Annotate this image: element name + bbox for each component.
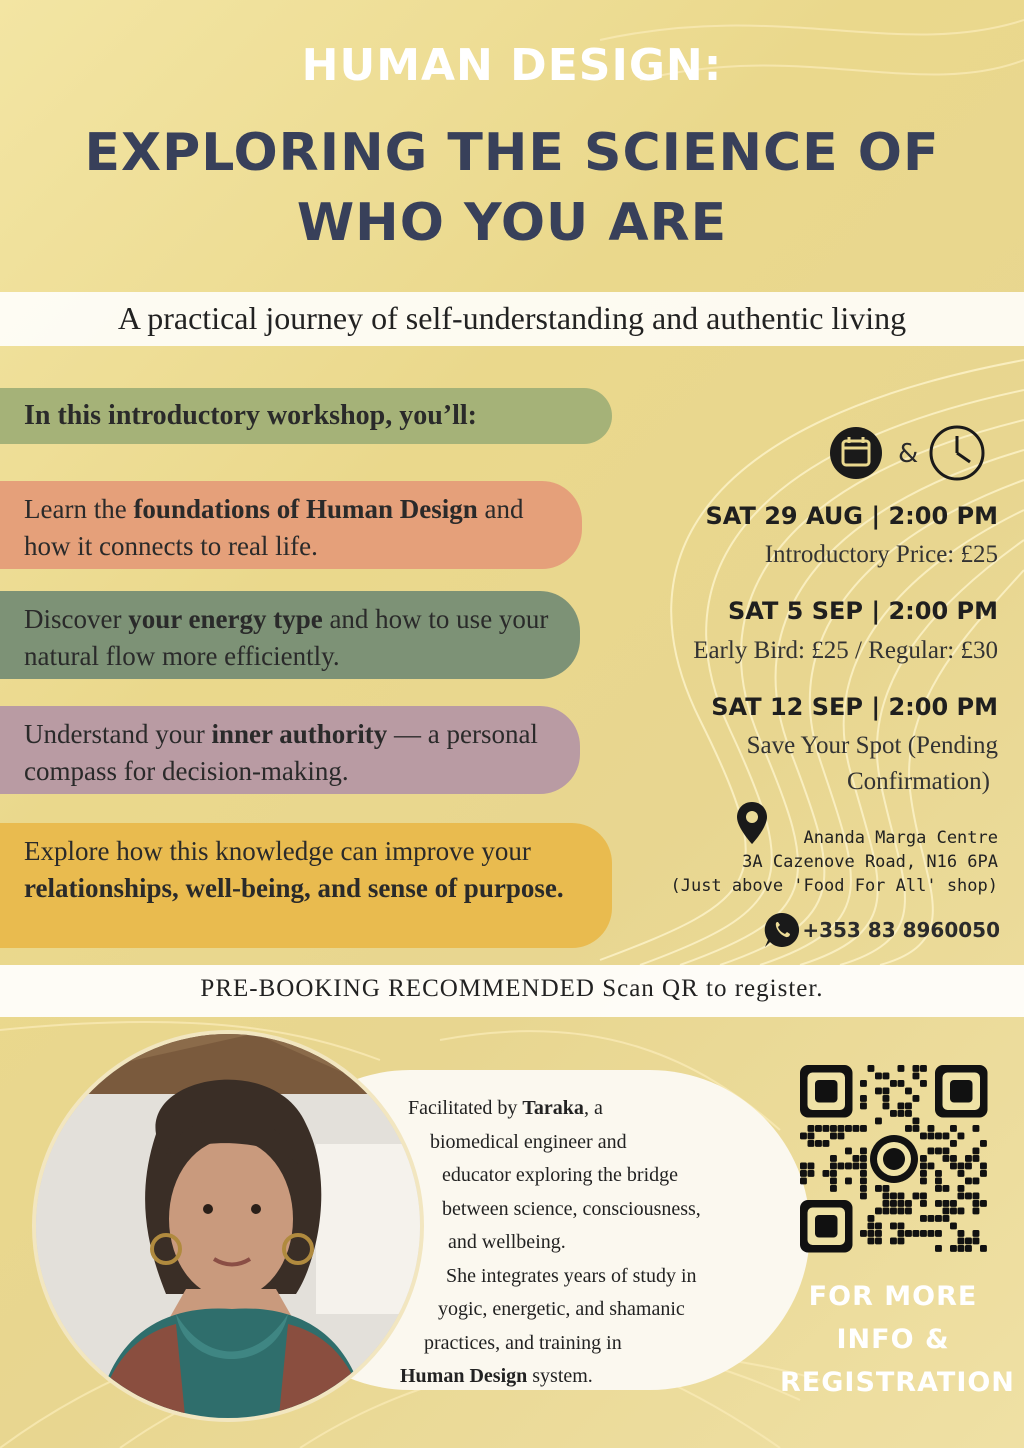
facilitator-photo: [32, 1030, 424, 1422]
phone-number[interactable]: +353 83 8960050: [802, 918, 1000, 942]
item-highlight: foundations of Human Design: [133, 494, 478, 524]
cta-line-3: REGISTRATION: [780, 1367, 1015, 1398]
item-text: — a personal compass for decision-making.: [24, 719, 538, 786]
address-line-street: 3A Cazenove Road, N16 6PA: [742, 852, 998, 872]
bio-line: and wellbeing.: [448, 1231, 566, 1253]
title-main: [0, 118, 1024, 258]
item-text: Discover: [24, 604, 129, 634]
title-line-3: WHO YOU ARE: [296, 193, 728, 253]
subtitle: A practical journey of self-understanding and authentic living: [117, 300, 907, 336]
item-text: and how to use your natural flow more efficiently.: [24, 604, 549, 671]
workshop-item-inner-authority: [0, 706, 580, 794]
qr-code[interactable]: [800, 1065, 988, 1253]
bio-line: between science, consciousness,: [442, 1197, 701, 1220]
session-3-date: SAT 12 SEP | 2:00 PM: [711, 693, 998, 721]
workshop-item-relationships: [0, 823, 612, 948]
bio-line: Human Design system.: [400, 1365, 593, 1387]
title-line-2: EXPLORING THE SCIENCE OF: [84, 123, 940, 183]
cta-line-1: FOR MORE: [808, 1281, 978, 1312]
bio-line: biomedical engineer and: [430, 1130, 627, 1153]
booking-note: PRE-BOOKING RECOMMENDED Scan QR to register.: [200, 975, 824, 1002]
cta-line-2: INFO &: [836, 1324, 950, 1355]
facilitator-name: Taraka: [522, 1097, 584, 1119]
item-highlight: inner authority: [211, 719, 388, 749]
session-3-note-line-2: Confirmation): [846, 768, 990, 795]
bio-line: yogic, energetic, and shamanic: [438, 1298, 685, 1320]
address-line-venue: Ananda Marga Centre: [803, 828, 998, 848]
bio-line: practices, and training in: [424, 1331, 622, 1354]
calendar-icon: [828, 425, 884, 481]
facilitator-portrait-illustration: [36, 1034, 424, 1422]
item-text: Understand your: [24, 719, 212, 749]
address-block: [670, 826, 998, 898]
address-line-note: (Just above 'Food For All' shop): [670, 876, 998, 896]
item-text: and how it connects to real life.: [24, 494, 524, 561]
date-time-icons: [828, 425, 988, 481]
bio-line: educator exploring the bridge: [442, 1164, 679, 1186]
workshop-intro: In this introductory workshop, you’ll:: [0, 388, 612, 444]
workshop-item-foundations: [0, 481, 582, 569]
session-1-price: Introductory Price: £25: [764, 541, 998, 568]
session-1-date: SAT 29 AUG | 2:00 PM: [705, 502, 998, 530]
item-text: Explore how this knowledge can improve your: [24, 836, 531, 866]
session-2-price: Early Bird: £25 / Regular: £30: [693, 637, 998, 664]
connector-ampersand: &: [898, 439, 919, 469]
clock-icon: [928, 424, 986, 482]
session-2-date: SAT 5 SEP | 2:00 PM: [727, 597, 998, 625]
item-highlight: relationships, well-being, and sense of purpose.: [24, 873, 564, 903]
bio-line: Facilitated by Taraka, a: [408, 1097, 603, 1119]
facilitator-bio: [400, 1092, 768, 1394]
session-3-note-line-1: Save Your Spot (Pending: [746, 732, 998, 759]
item-highlight: your energy type: [128, 604, 323, 634]
whatsapp-icon: [762, 910, 802, 950]
bio-line: She integrates years of study in: [446, 1264, 697, 1287]
workshop-item-energy-type: [0, 591, 580, 679]
title-line-1: HUMAN DESIGN:: [301, 40, 723, 91]
cta-more-info: [780, 1275, 1015, 1404]
item-text: Learn the: [24, 494, 134, 524]
